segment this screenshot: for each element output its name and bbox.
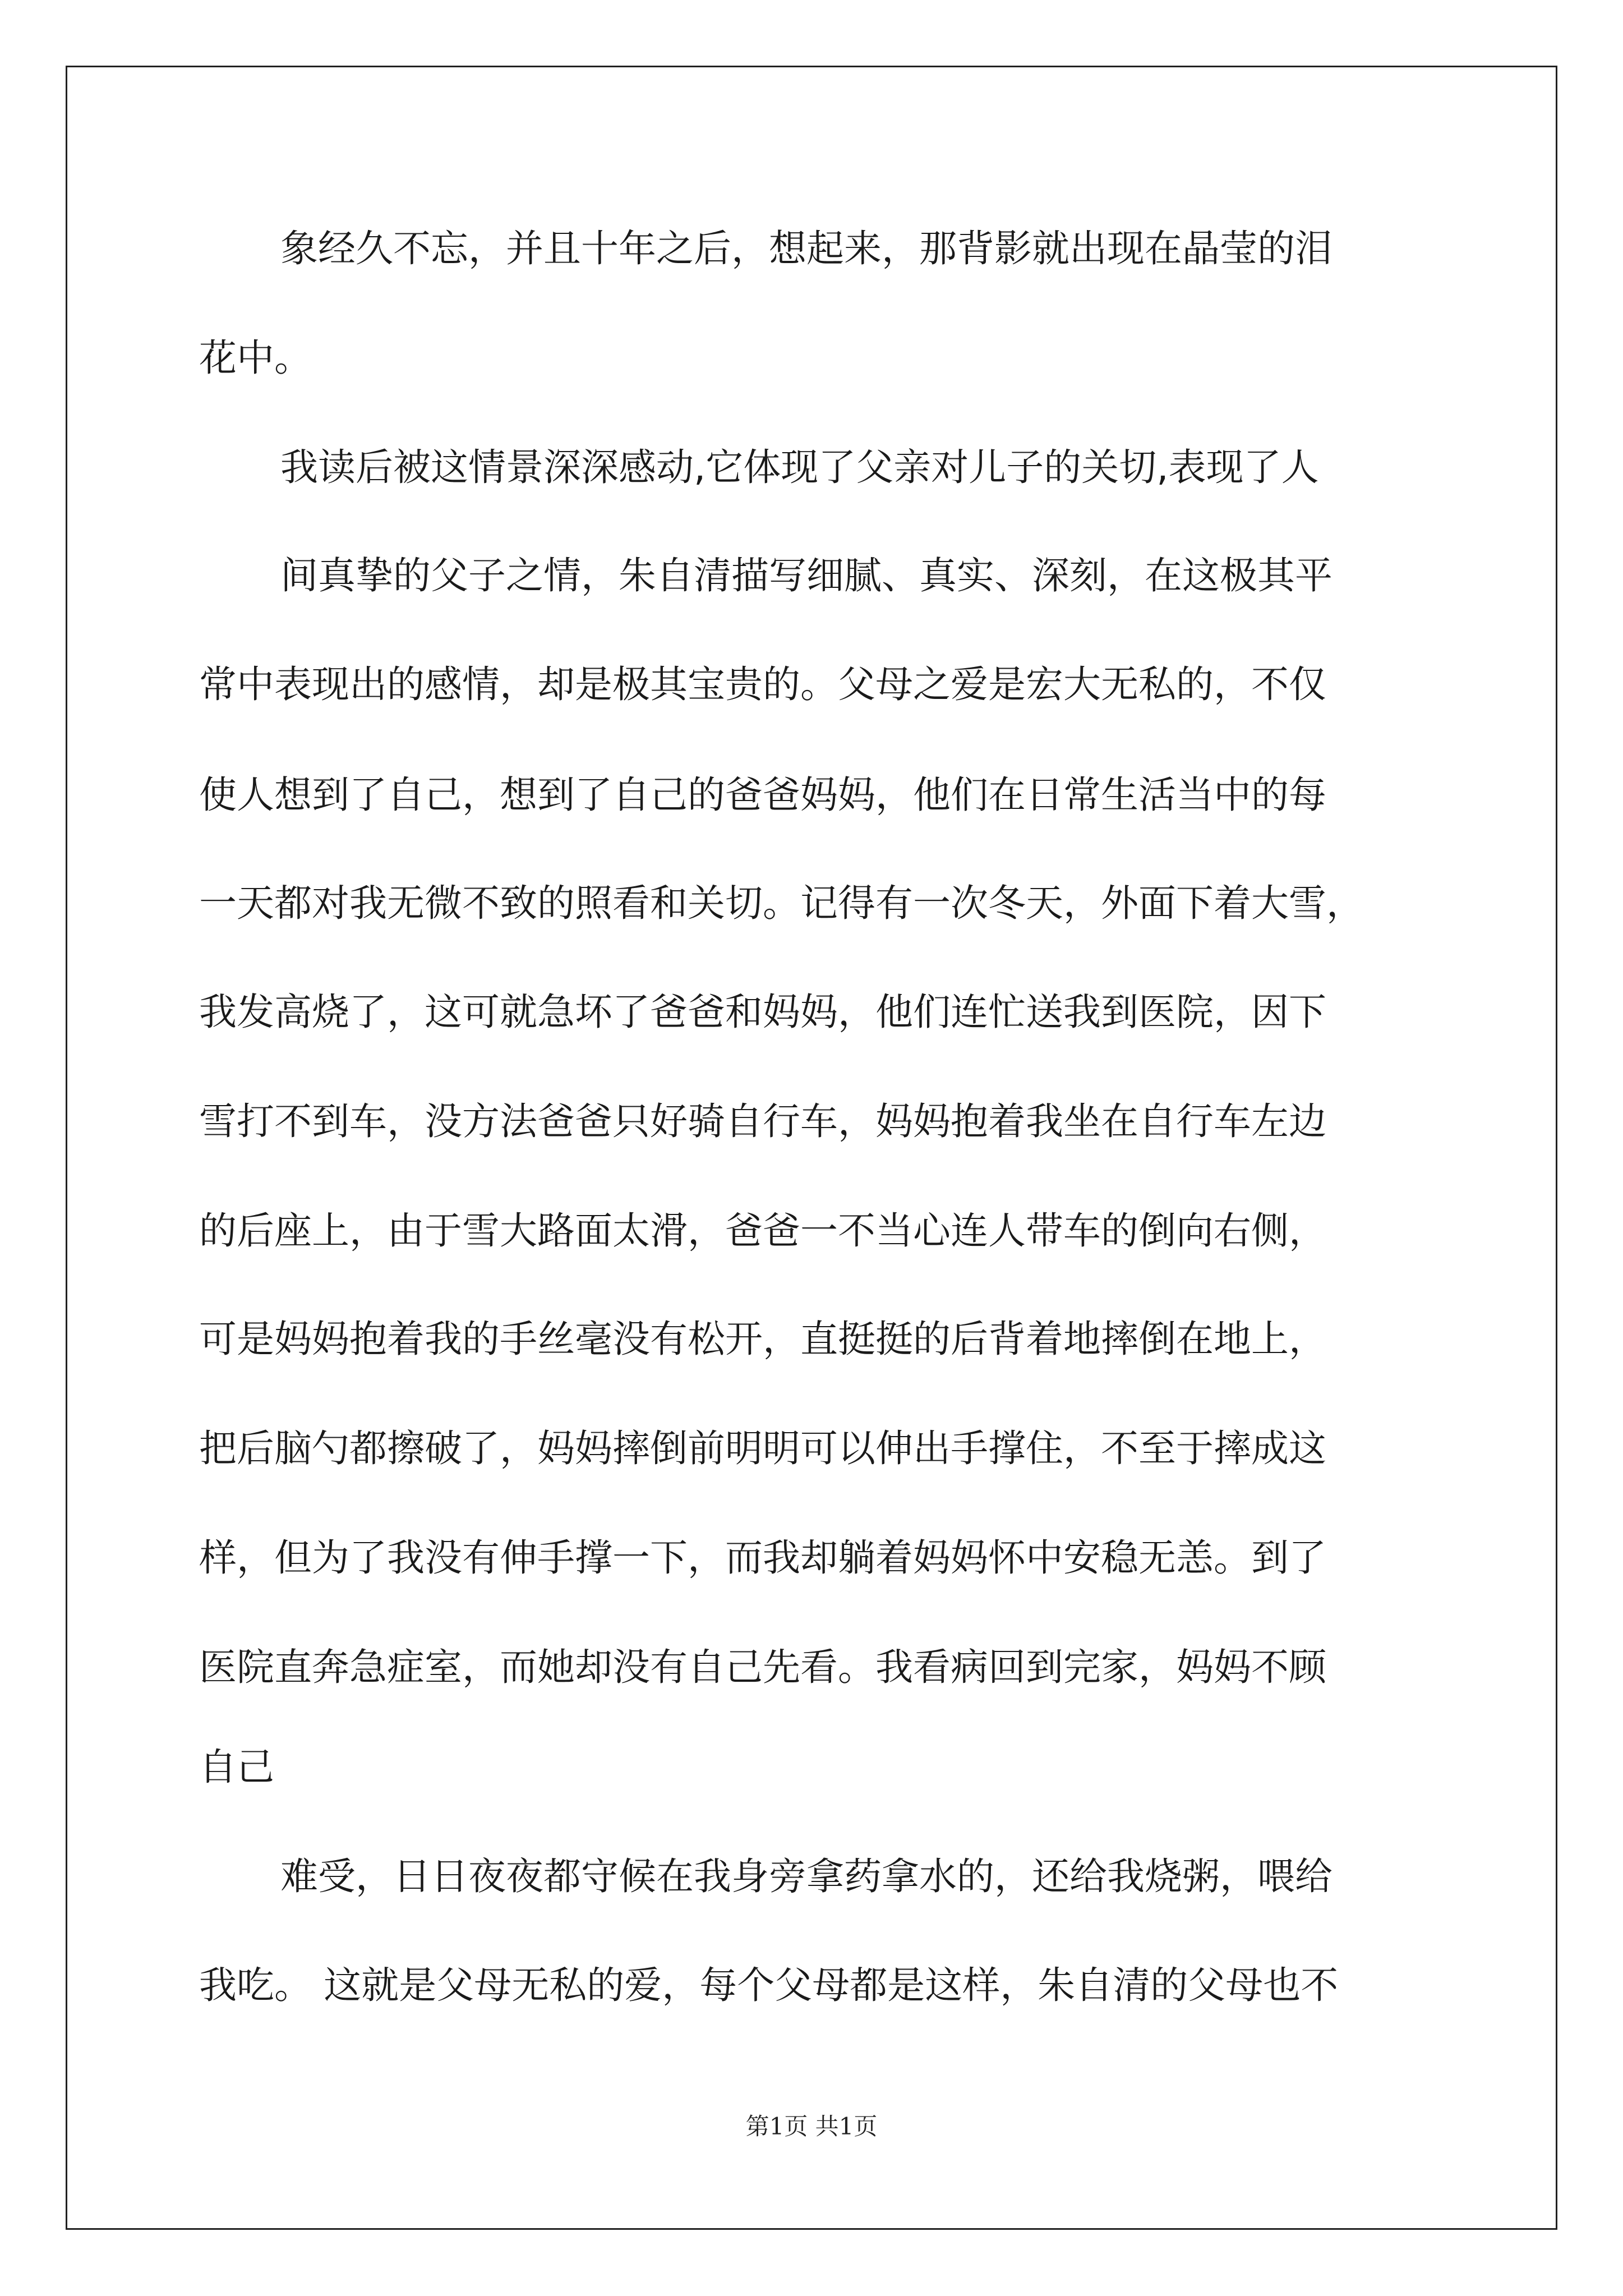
text-line-4: 间真挚的父子之情，朱自清描写细腻、真实、深刻，在这极其平	[280, 554, 1332, 597]
page-indicator: 第1页 共1页	[745, 2113, 878, 2140]
text-line-2: 花中。	[199, 336, 312, 380]
text-line-3: 我读后被这情景深深感动,它体现了父亲对儿子的关切,表现了人	[280, 445, 1319, 489]
text-line-15: 自己	[199, 1745, 274, 1789]
text-line-13: 样，但为了我没有伸手撑一下，而我却躺着妈妈怀中安稳无恙。到了	[199, 1536, 1326, 1580]
text-line-14: 医院直奔急症室，而她却没有自己先看。我看病回到完家，妈妈不顾	[199, 1645, 1326, 1689]
text-line-1: 象经久不忘，并且十年之后，想起来，那背影就出现在晶莹的泪	[280, 227, 1332, 270]
text-line-12: 把后脑勺都擦破了，妈妈摔倒前明明可以伸出手撑住，不至于摔成这	[199, 1427, 1326, 1470]
text-line-17: 我吃。 这就是父母无私的爱，每个父母都是这样，朱自清的父母也不	[199, 1963, 1339, 2007]
text-line-5: 常中表现出的感情，却是极其宝贵的。父母之爱是宏大无私的，不仅	[199, 662, 1326, 706]
text-line-8: 我发高烧了，这可就急坏了爸爸和妈妈，他们连忙送我到医院，因下	[199, 990, 1326, 1034]
text-line-16: 难受，日日夜夜都守候在我身旁拿药拿水的，还给我烧粥，喂给	[280, 1855, 1332, 1898]
text-line-11: 可是妈妈抱着我的手丝毫没有松开，直挺挺的后背着地摔倒在地上，	[199, 1317, 1326, 1361]
text-line-6: 使人想到了自己，想到了自己的爸爸妈妈，他们在日常生活当中的每	[199, 773, 1326, 817]
text-line-10: 的后座上，由于雪大路面太滑，爸爸一不当心连人带车的倒向右侧，	[199, 1209, 1326, 1253]
text-line-9: 雪打不到车，没方法爸爸只好骑自行车，妈妈抱着我坐在自行车左边	[199, 1099, 1326, 1143]
text-line-7: 一天都对我无微不致的照看和关切。记得有一次冬天，外面下着大雪，	[199, 881, 1364, 925]
